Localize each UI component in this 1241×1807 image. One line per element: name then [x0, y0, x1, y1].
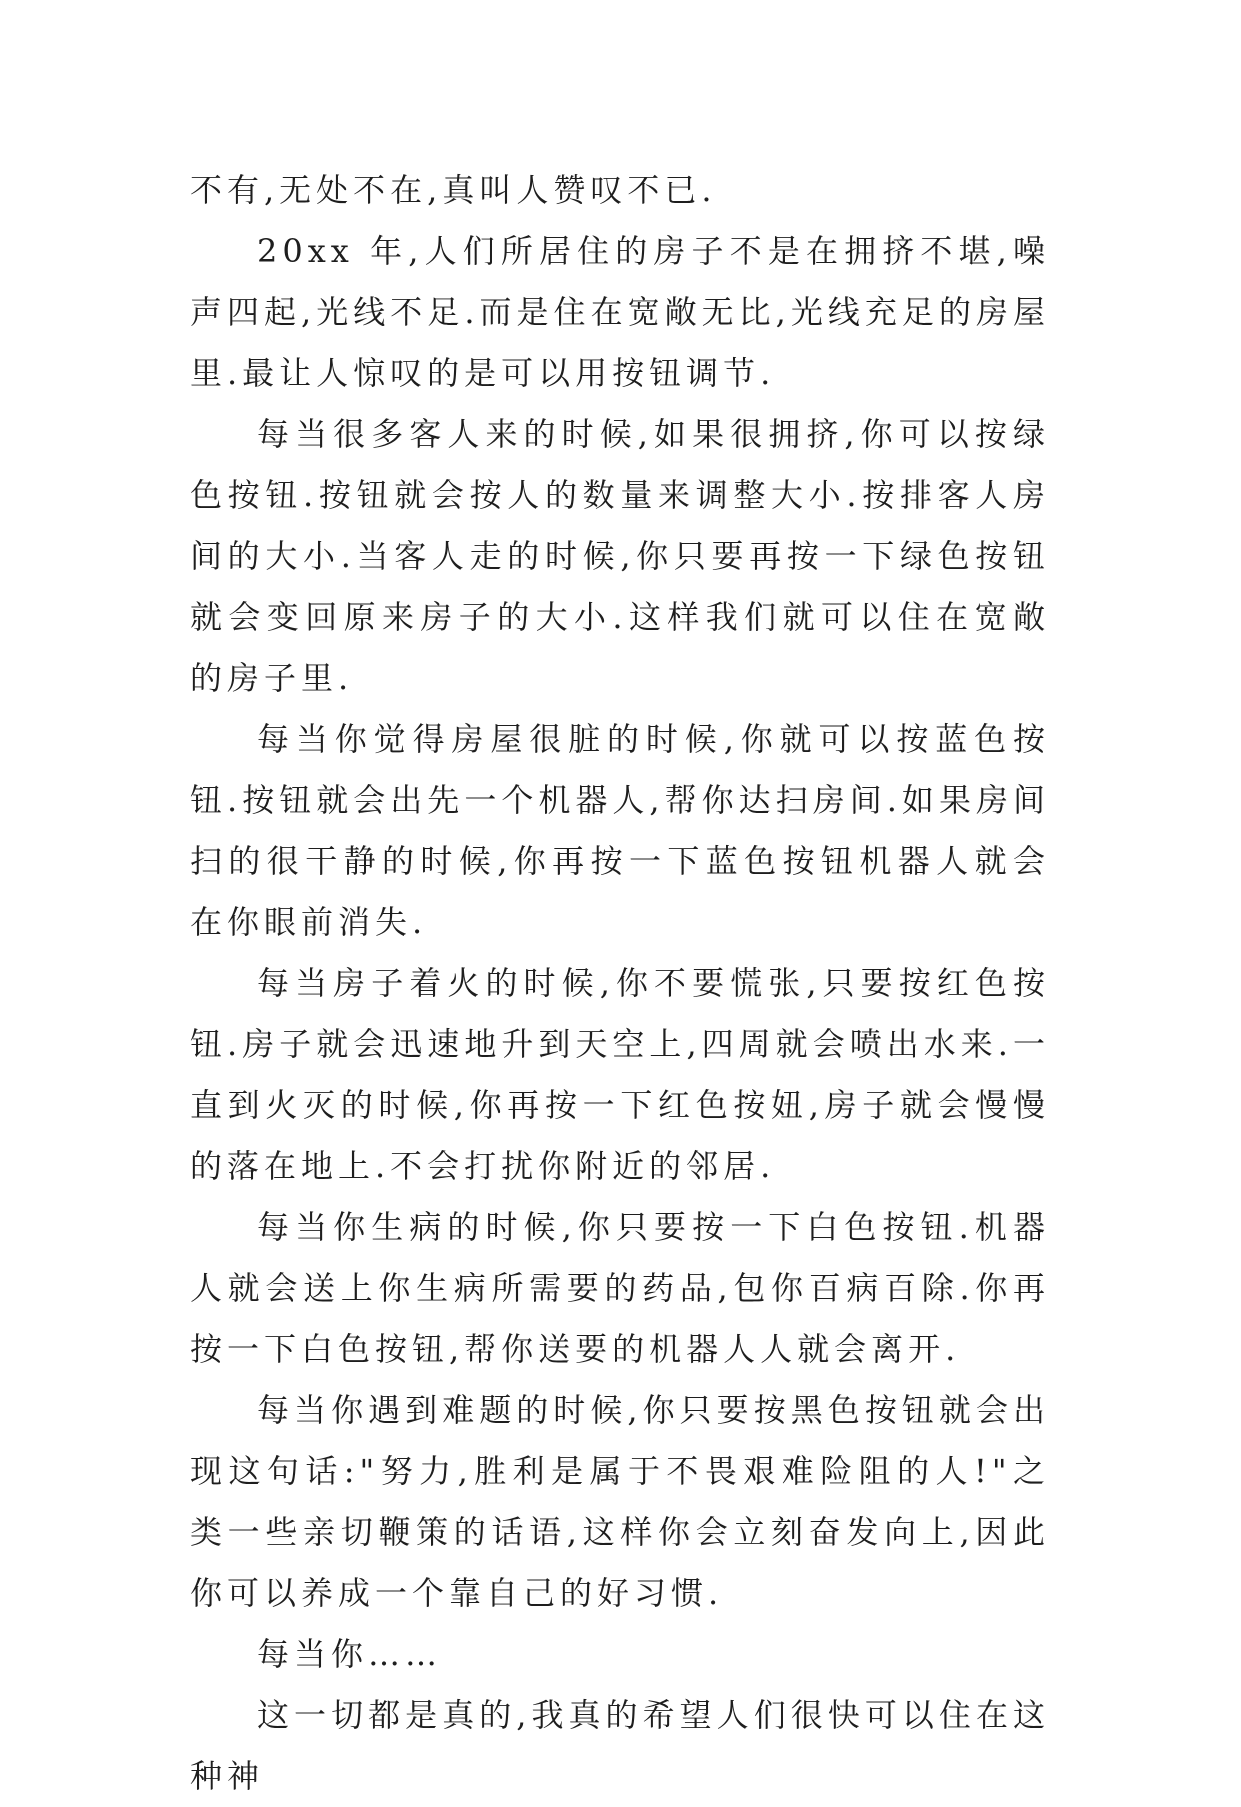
paragraph-3: 每当你觉得房屋很脏的时候,你就可以按蓝色按钮.按钮就会出先一个机器人,帮你达扫房间.如果房间扫的很干静的时候,你再按一下蓝色按钮机器人就会在你眼前消失.	[190, 720, 1050, 941]
paragraph-5: 每当你生病的时候,你只要按一下白色按钮.机器人就会送上你生病所需要的药品,包你百病百除.你再按一下白色按钮,帮你送要的机器人人就会离开.	[190, 1208, 1050, 1368]
paragraph-0: 不有,无处不在,真叫人赞叹不已.	[190, 171, 717, 209]
paragraph-1: 20xx 年,人们所居住的房子不是在拥挤不堪,噪声四起,光线不足.而是住在宽敞无比,光线充足的房屋里.最让人惊叹的是可以用按钮调节.	[190, 232, 1050, 392]
paragraph-6: 每当你遇到难题的时候,你只要按黑色按钮就会出现这句话:"努力,胜利是属于不畏艰难险阻的人!"之类一些亲切鞭策的话语,这样你会立刻奋发向上,因此你可以养成一个靠自己的好习惯.	[190, 1391, 1050, 1612]
paragraph-2: 每当很多客人来的时候,如果很拥挤,你可以按绿色按钮.按钮就会按人的数量来调整大小.按排客人房间的大小.当客人走的时候,你只要再按一下绿色按钮就会变回原来房子的大小.这样我们就可以住在宽敞的房子里.	[190, 415, 1050, 697]
document-body	[190, 160, 1050, 1807]
paragraph-7: 每当你……	[257, 1635, 443, 1673]
paragraph-8: 这一切都是真的,我真的希望人们很快可以住在这种神	[190, 1696, 1050, 1795]
paragraph-4: 每当房子着火的时候,你不要慌张,只要按红色按钮.房子就会迅速地升到天空上,四周就会喷出水来.一直到火灭的时候,你再按一下红色按妞,房子就会慢慢的落在地上.不会打扰你附近的邻居.	[190, 964, 1050, 1185]
